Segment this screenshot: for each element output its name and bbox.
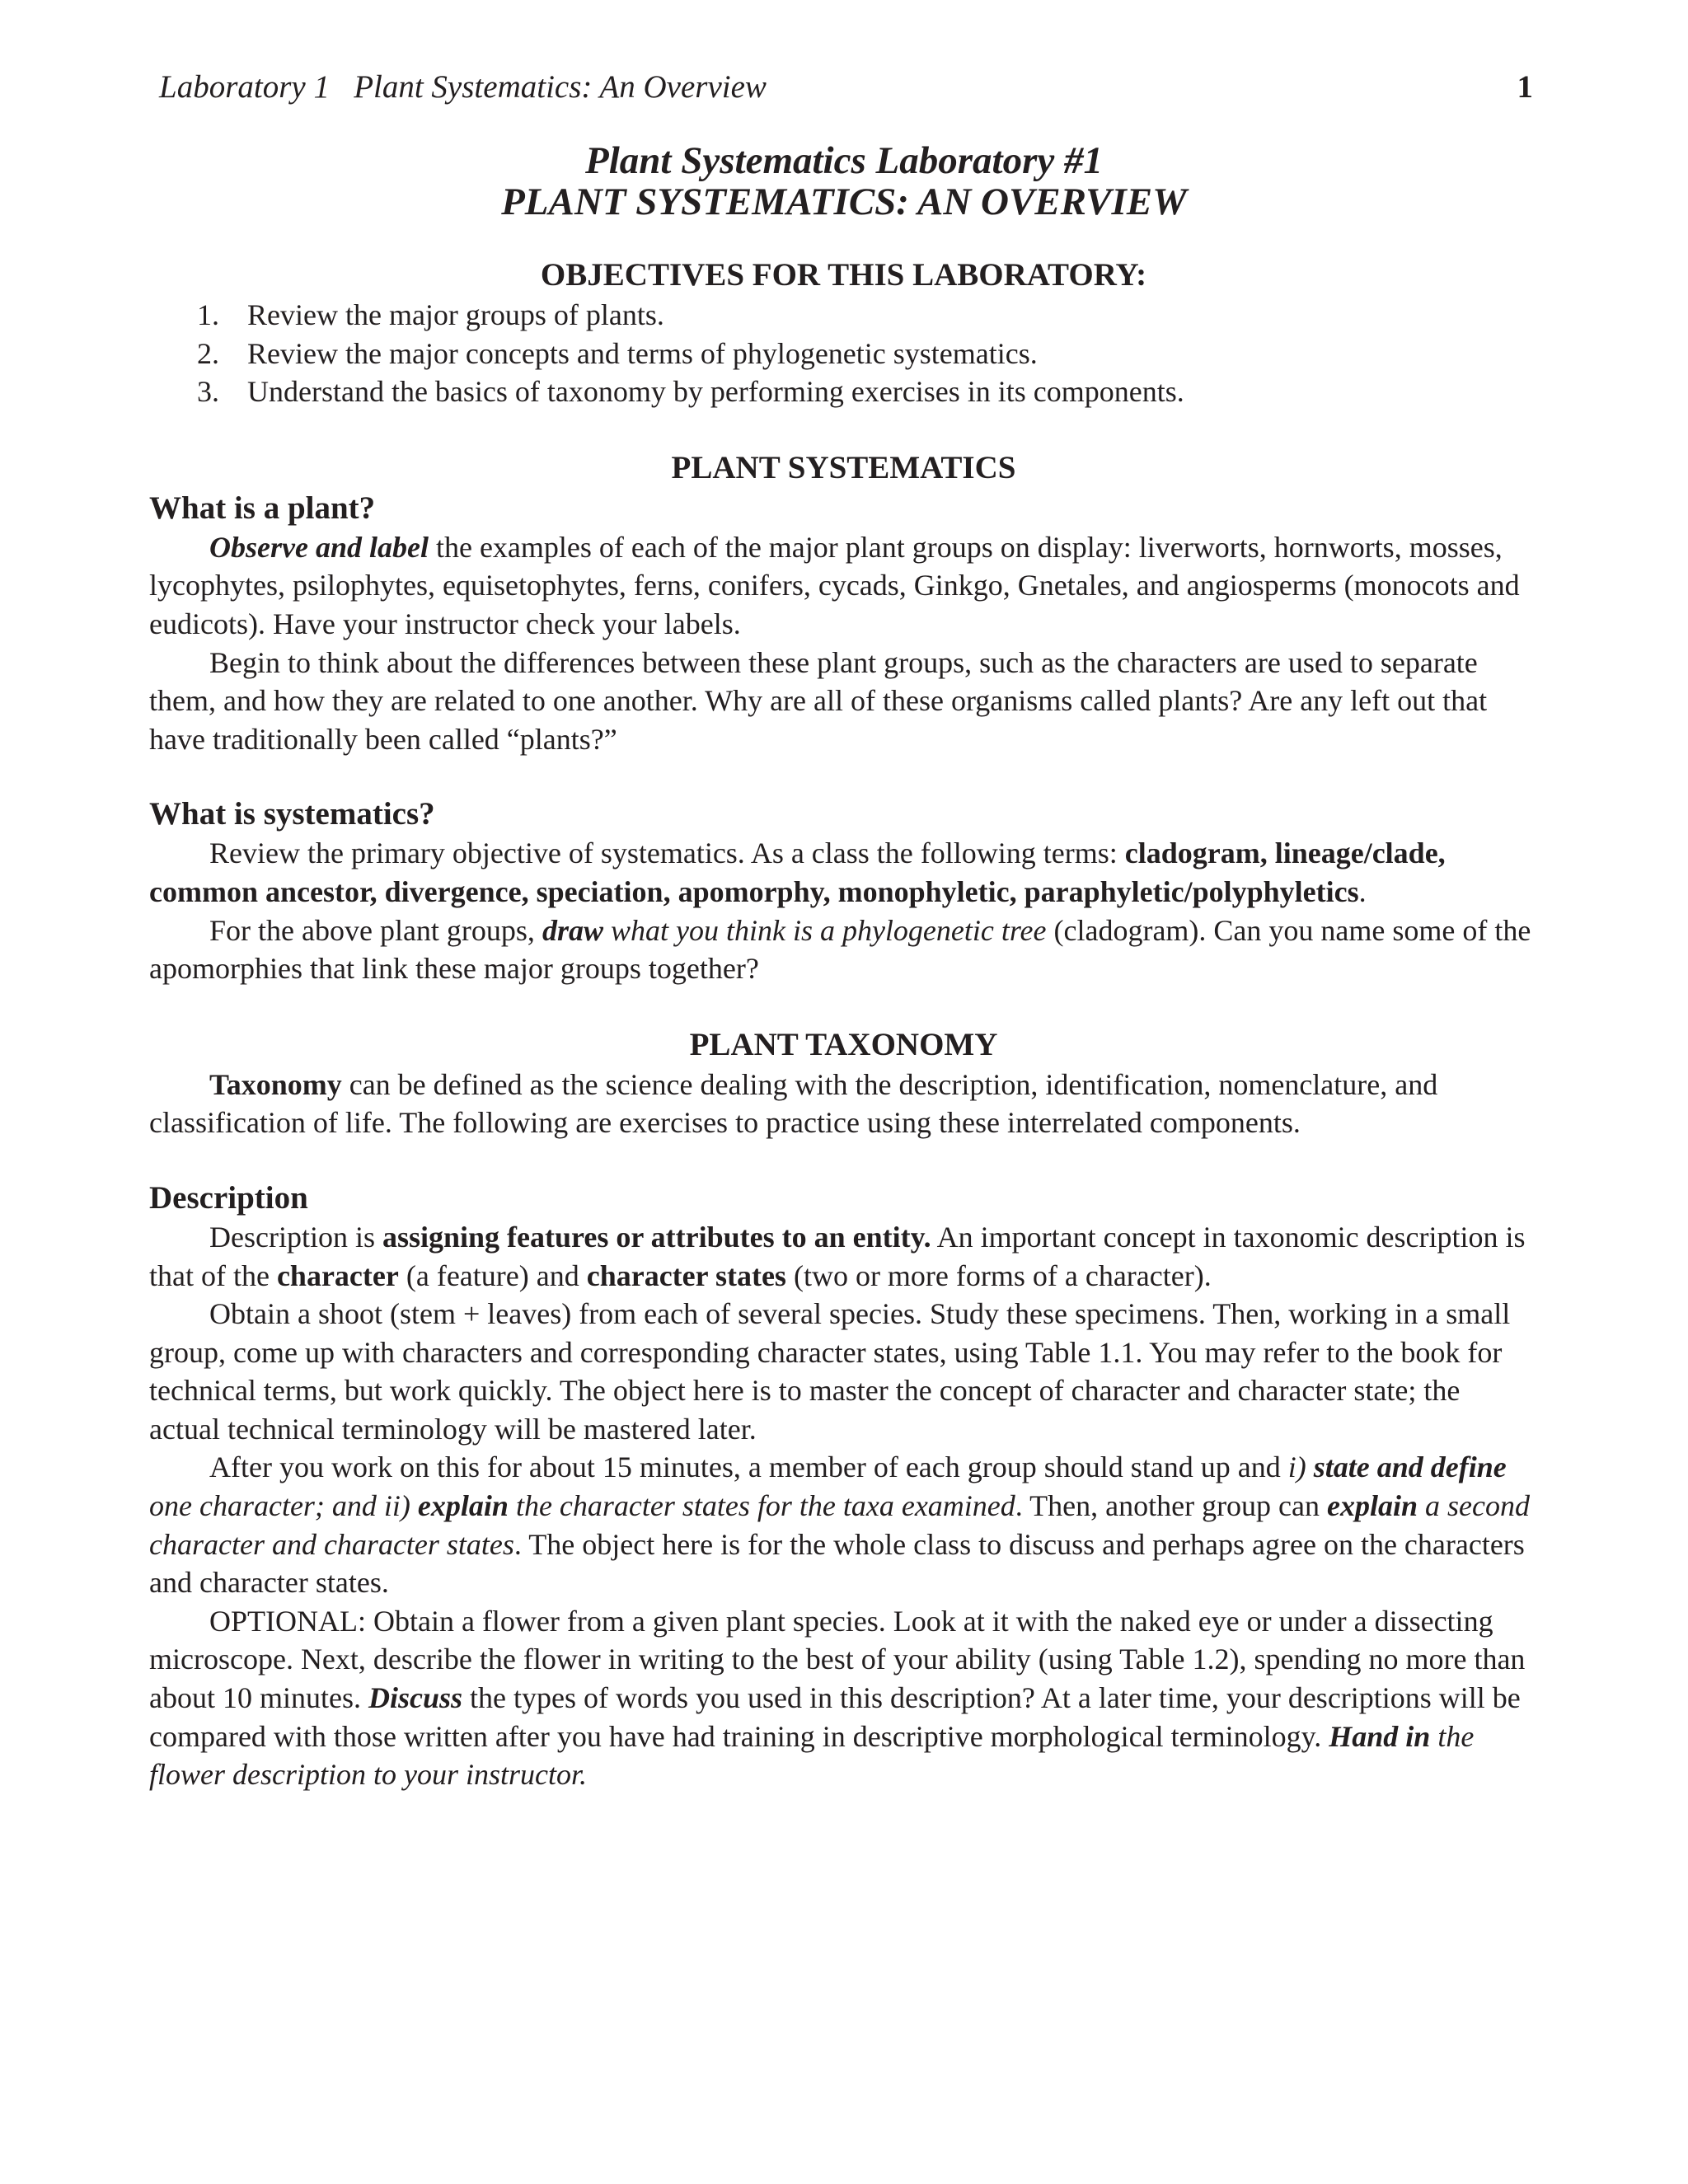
paragraph-text: After you work on this for about 15 minutes, a member of each group should stand up and — [209, 1451, 1288, 1484]
title-line-2: PLANT SYSTEMATICS: AN OVERVIEW — [501, 180, 1187, 223]
paragraph-text: can be defined as the science dealing with the description, identification, nomenclature, and classification of life. The following are exercises to practice using these interrelated components. — [149, 1067, 1438, 1140]
key-term: Taxonomy — [209, 1067, 342, 1101]
list-item-text: Understand the basics of taxonomy by performing exercises in its components. — [247, 375, 1184, 409]
page-number: 1 — [1517, 69, 1533, 105]
paragraph-text: . — [1358, 874, 1367, 908]
emphasis: explain — [1327, 1489, 1418, 1523]
emphasis: Discuss — [368, 1681, 463, 1715]
paragraph: Begin to think about the differences between these plant groups, such as the characters are used to separate them, and how they are related to one another. Why are all of these organisms called plants? Are any left out that have traditionally been called “plants?” — [149, 645, 1488, 756]
paragraph-text: For the above plant groups, — [209, 913, 542, 947]
paragraph — [149, 1218, 1538, 1295]
list-item-text: Review the major groups of plants. — [247, 298, 664, 331]
what-is-systematics-heading: What is systematics? — [149, 796, 435, 832]
document-body — [149, 255, 1538, 1794]
objectives-heading: OBJECTIVES FOR THIS LABORATORY: — [540, 257, 1147, 293]
list-item-number: 2. — [197, 336, 219, 370]
paragraph-text: Description is — [209, 1220, 382, 1254]
running-header — [159, 64, 1533, 110]
list-item — [149, 335, 1538, 373]
description-heading: Description — [149, 1179, 308, 1216]
paragraph — [149, 1066, 1538, 1142]
emphasis: state and define — [1313, 1451, 1507, 1484]
list-item — [149, 373, 1538, 411]
key-term: assigning features or attributes to an entity. — [382, 1220, 931, 1254]
key-terms: cladogram, lineage/clade, common ancestor, divergence, speciation, apomorphy, monophyletic, paraphyletic/polyphyletics — [149, 837, 1446, 908]
list-item-number: 1. — [197, 298, 219, 331]
emphasis: Observe and label — [209, 530, 429, 564]
emphasis: one character; and ii) — [149, 1489, 418, 1523]
running-title: Laboratory 1 Plant Systematics: An Overview — [159, 69, 767, 105]
paragraph-text: (cladogram). Can you name some of the apomorphies that link these major groups together? — [149, 913, 1531, 986]
paragraph-text: . The object here is for the whole class to discuss and perhaps agree on the characters and character states. — [149, 1527, 1525, 1600]
objectives-list — [149, 296, 1538, 411]
paragraph — [149, 912, 1538, 988]
emphasis: the character states for the taxa examined — [508, 1489, 1015, 1523]
paragraph-text: the examples of each of the major plant groups on display: liverworts, hornworts, mosses, lycophytes, psilophytes, equisetophytes, ferns, conifers, cycads, Ginkgo, Gnetales, and angiosperms (monocots and eudicots). Have your instructor check your labels. — [149, 530, 1520, 640]
paragraph-text: the types of words you used in this description? At a later time, your descriptions will be compared with those written after you have had training in descriptive morphological terminology. — [149, 1681, 1521, 1753]
emphasis: a second character and character states — [149, 1489, 1530, 1561]
what-is-a-plant-heading: What is a plant? — [149, 490, 376, 526]
key-term: character — [276, 1258, 399, 1292]
paragraph-text: Review the primary objective of systematics. As a class the following terms: — [209, 837, 1125, 870]
emphasis: what you think is a phylogenetic tree — [603, 913, 1047, 947]
plant-taxonomy-heading: PLANT TAXONOMY — [689, 1026, 998, 1062]
document-title — [0, 140, 1688, 223]
paragraph — [149, 834, 1538, 911]
paragraph-text: (a feature) and — [398, 1258, 587, 1292]
list-item — [149, 296, 1538, 335]
paragraph — [149, 1602, 1538, 1794]
paragraph-text: . Then, another group can — [1015, 1489, 1328, 1523]
paragraph: Obtain a shoot (stem + leaves) from each of several species. Study these specimens. Then, working in a small group, come up with characters and corresponding character states, using Table 1.1. You may refer to the book for technical terms, but work quickly. The object here is to master the concept of character and character state; the actual technical terminology will be mastered later. — [149, 1297, 1511, 1446]
plant-systematics-heading: PLANT SYSTEMATICS — [671, 449, 1016, 485]
list-item-text: Review the major concepts and terms of phylogenetic systematics. — [247, 336, 1038, 370]
emphasis: explain — [417, 1489, 509, 1523]
emphasis: draw — [542, 913, 603, 947]
list-item-number: 3. — [197, 375, 219, 409]
title-line-1: Plant Systematics Laboratory #1 — [585, 139, 1103, 182]
emphasis: the flower description to your instructor. — [149, 1719, 1475, 1792]
paragraph — [149, 1448, 1538, 1601]
paragraph-text: OPTIONAL: Obtain a flower from a given plant species. Look at it with the naked eye or under a dissecting microscope. Next, describe the flower in writing to the best of your ability (using Table 1.2), spending no more than about 10 minutes. — [149, 1604, 1526, 1715]
emphasis: i) — [1287, 1451, 1314, 1484]
paragraph — [149, 528, 1538, 644]
paragraph-text: An important concept in taxonomic description is that of the — [149, 1220, 1526, 1292]
emphasis: Hand in — [1329, 1719, 1431, 1753]
key-term: character states — [586, 1258, 786, 1292]
paragraph-text: (two or more forms of a character). — [785, 1258, 1212, 1292]
